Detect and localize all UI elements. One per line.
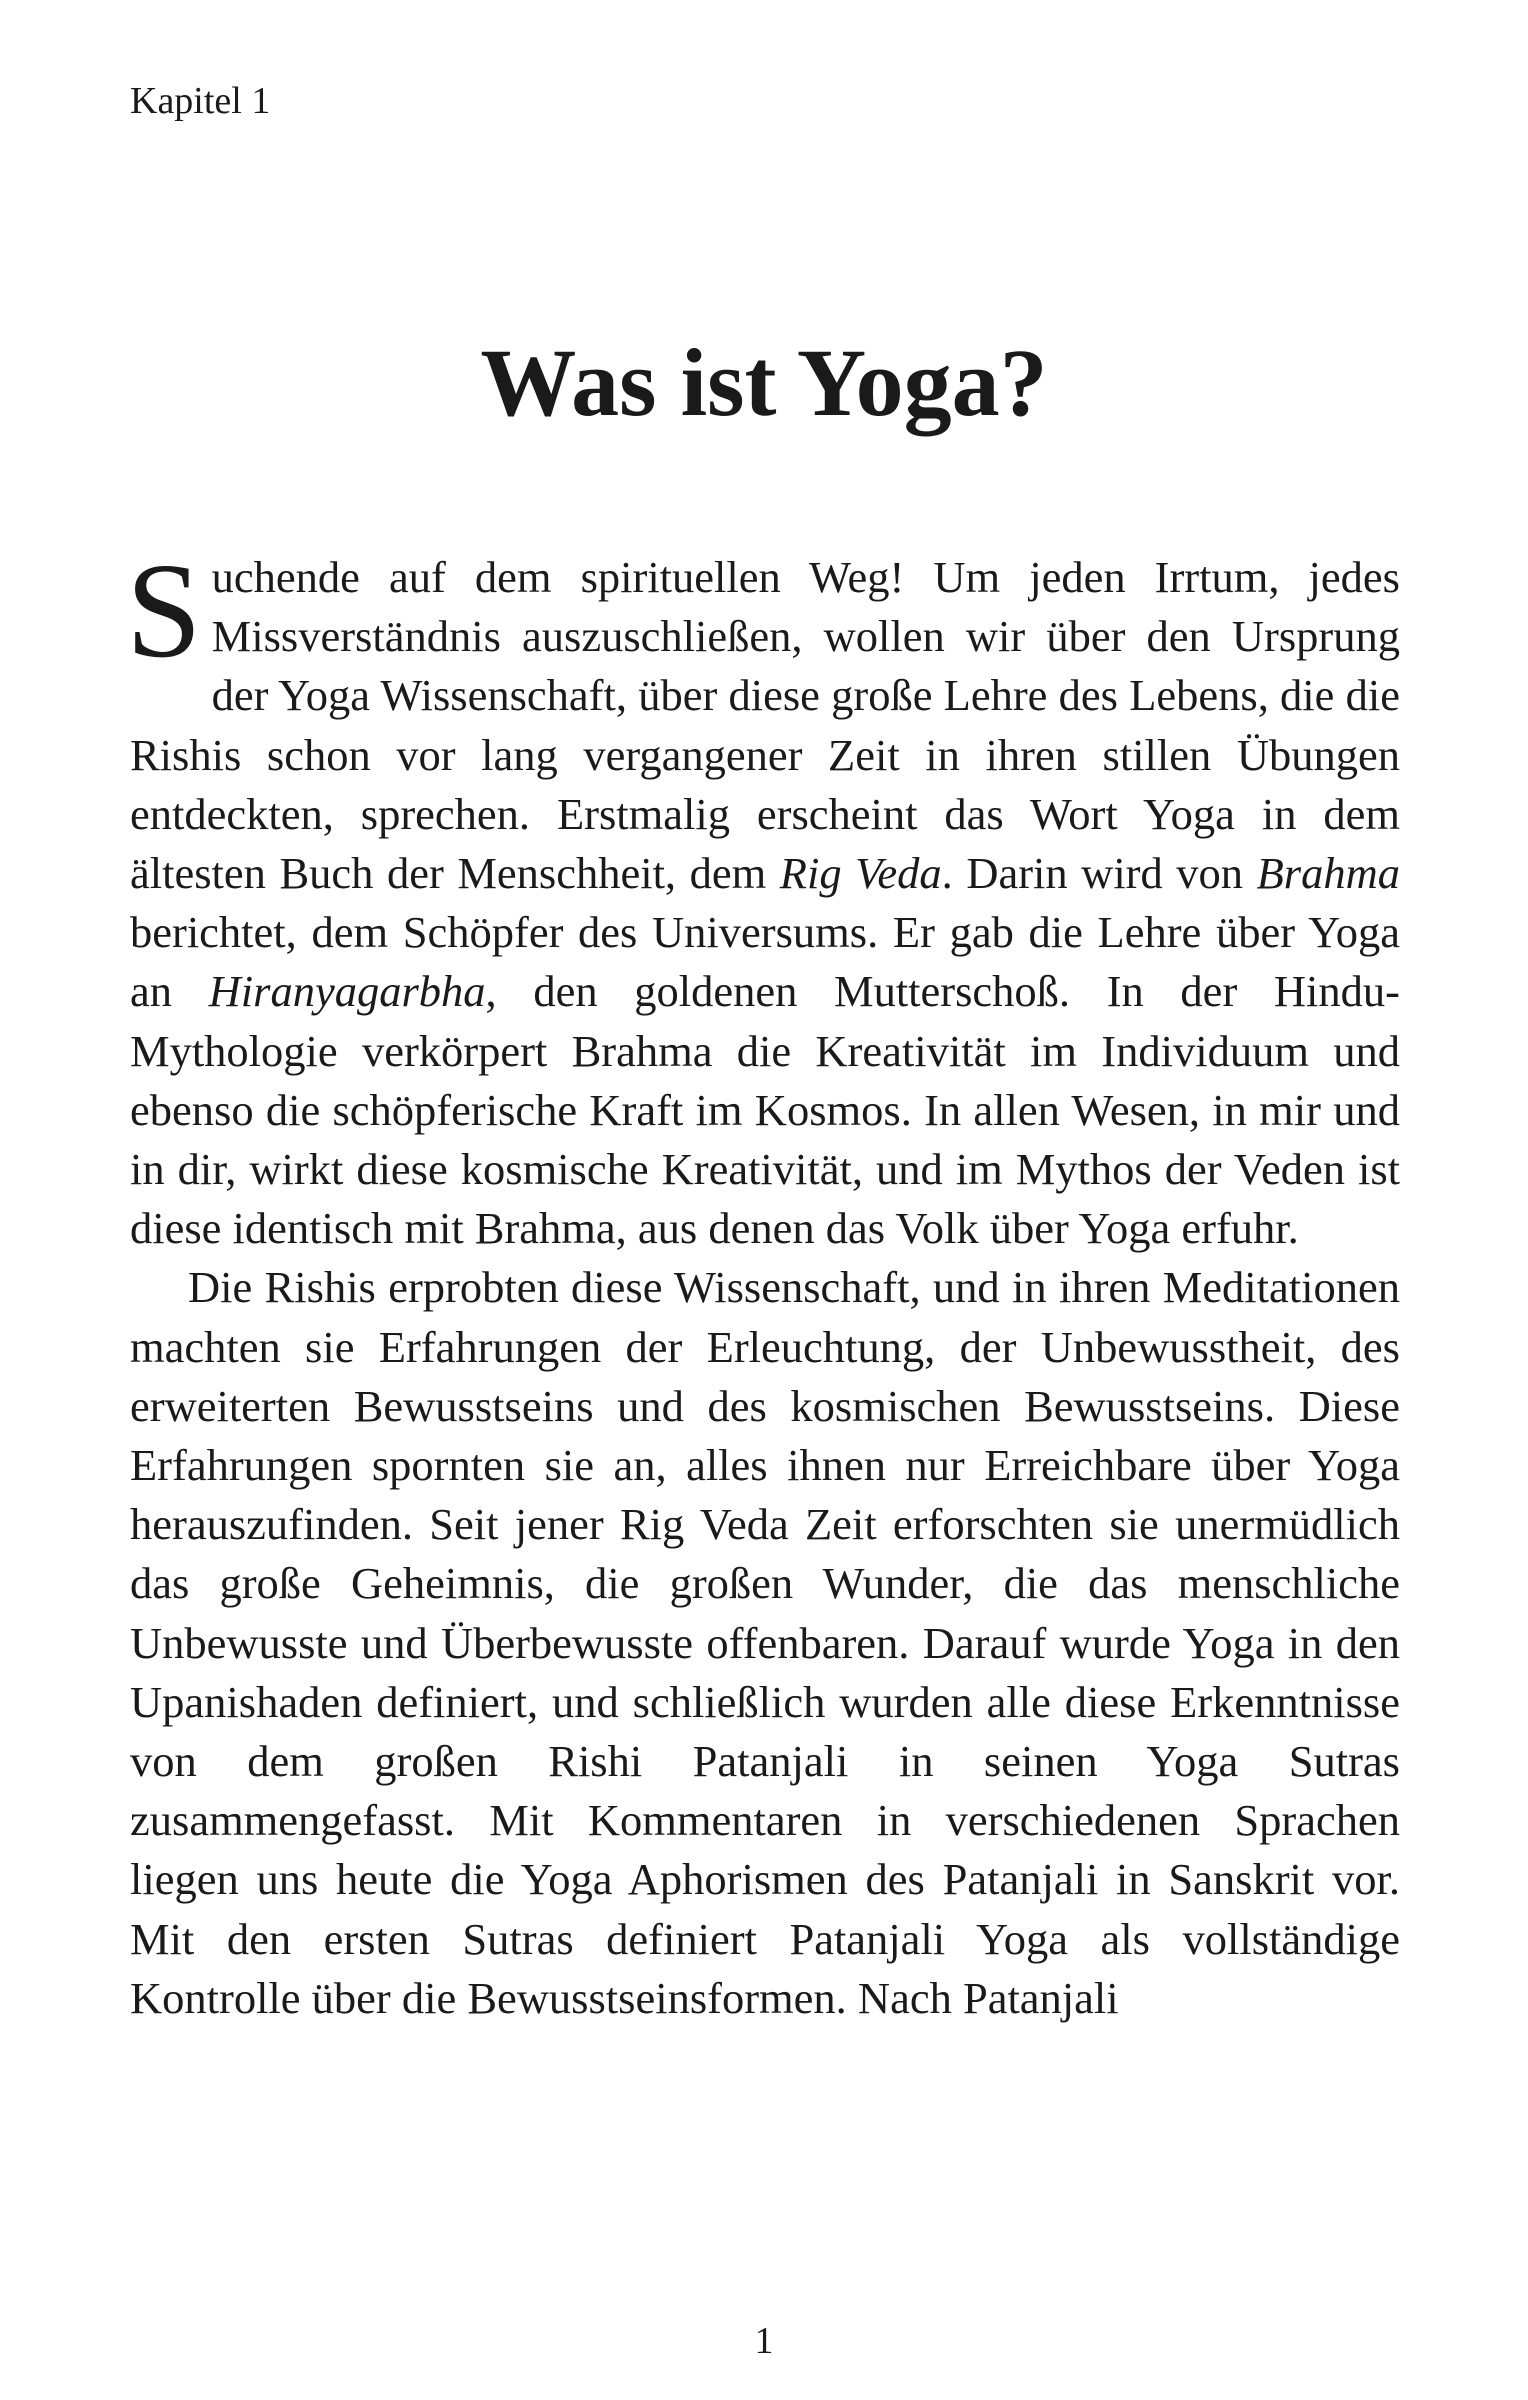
drop-cap: S: [126, 536, 202, 686]
text-segment: , den goldenen Mutterschoß. In der Hindu-Mythologie verkörpert Brahma die Kreativität im Individuum und ebenso die schöpferische Kraft im Kosmos. In allen Wesen, in mir und in dir, wirkt diese kosmische Kreativität, und im Mythos der Veden ist diese identisch mit Brahma, aus denen das Volk über Yoga erfuhr.: [130, 966, 1400, 1254]
text-segment: berichtet, dem Schöpfer des Universums. Er gab die Lehre über Yoga an: [130, 907, 1400, 1017]
emphasis-rig-veda: Rig Veda: [779, 848, 942, 899]
emphasis-brahma: Brahma: [1256, 848, 1400, 899]
paragraph-1: [126, 536, 1400, 1258]
page-number: 1: [754, 2320, 774, 2362]
text-segment: . Darin wird von: [941, 848, 1257, 899]
body-text: [126, 536, 1400, 2028]
paragraph-2: Die Rishis erprobten diese Wissenschaft, und in ihren Meditationen machten sie Erfahrungen der Erleuchtung, der Unbewusstheit, des erweiterten Bewusstseins und des kosmischen Bewusstseins. Diese Erfahrungen spornten sie an, alles ihnen nur Erreichbare über Yoga herauszufinden. Seit jener Rig Veda Zeit erforschten sie unermüdlich das große Geheimnis, die großen Wunder, die das menschliche Unbewusste und Überbewusste offenbaren. Darauf wurde Yoga in den Upanishaden definiert, und schließlich wurden alle diese Erkenntnisse von dem großen Rishi Patanjali in seinen Yoga Sutras zusammengefasst. Mit Kommentaren in verschiedenen Sprachen liegen uns heute die Yoga Aphorismen des Patanjali in Sanskrit vor. Mit den ersten Sutras definiert Patanjali Yoga als vollständige Kontrolle über die Bewusstseinsformen. Nach Patanjali: [130, 1262, 1400, 2023]
running-head: Kapitel 1: [130, 80, 271, 122]
emphasis-hiranyagarbha: Hiranyagarbha: [208, 966, 486, 1017]
chapter-title: Was ist Yoga?: [480, 329, 1048, 436]
text-segment: uchende auf dem spirituellen Weg! Um jeden Irrtum, jedes Missverständnis auszuschließen, wollen wir über den Ursprung der Yoga Wissenschaft, über diese große Lehre des Lebens, die die Rishis schon vor lang vergangener Zeit in ihren stillen Übungen entdeckten, sprechen. Erstmalig erscheint das Wort Yoga in dem ältesten Buch der Menschheit, dem: [130, 552, 1400, 899]
